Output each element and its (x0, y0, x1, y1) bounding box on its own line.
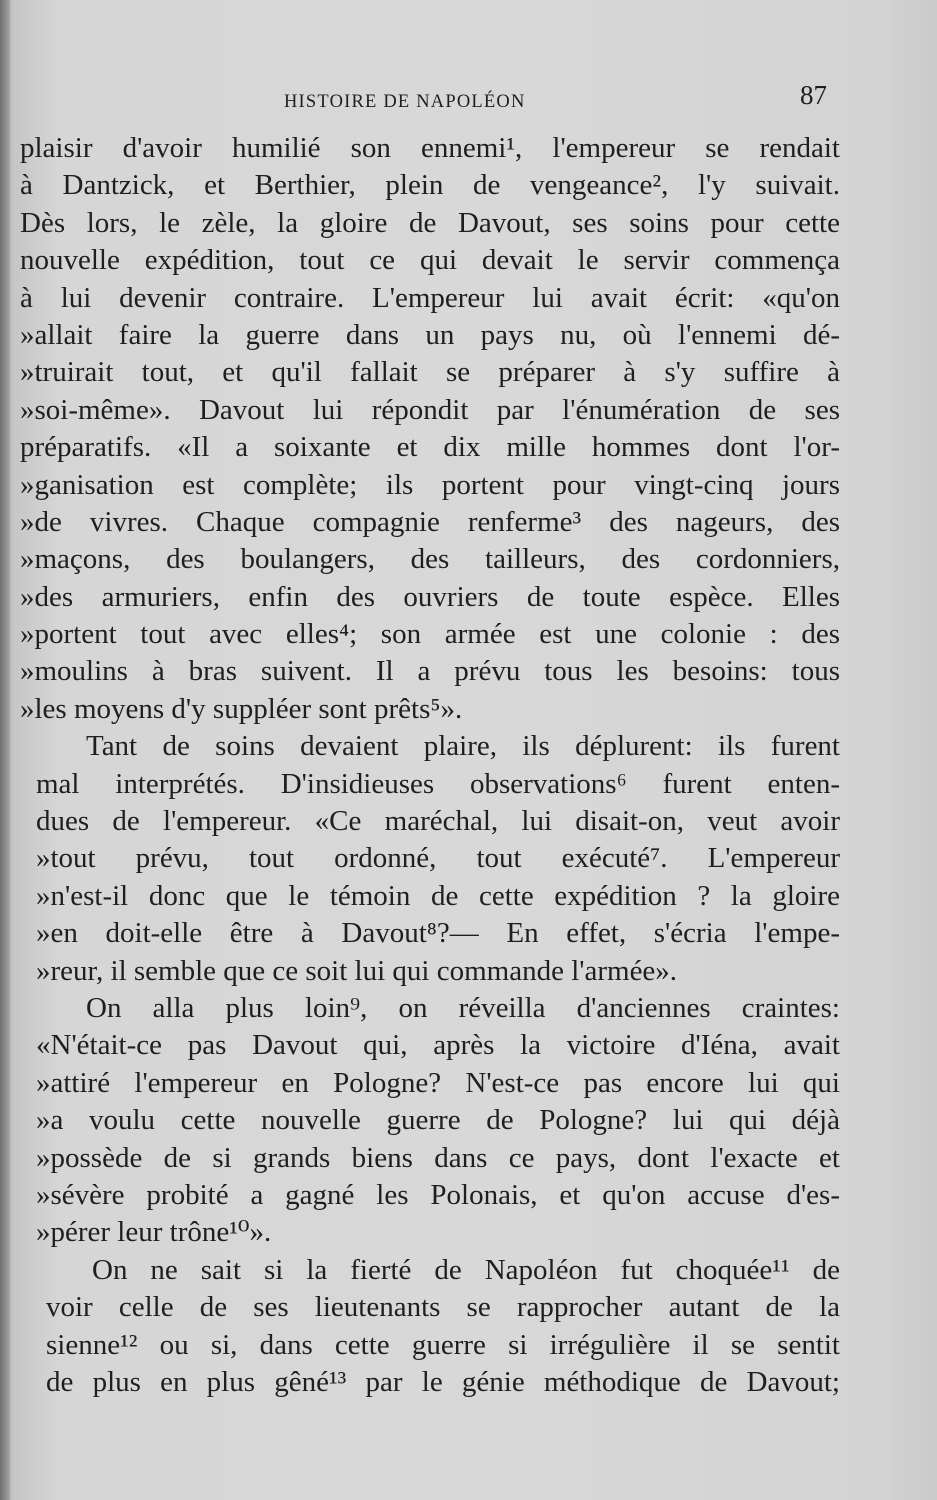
text-line: »de vivres. Chaque compagnie renferme³ des nageurs, des (20, 505, 840, 538)
text-line: »pérer leur trône¹⁰». (36, 1216, 272, 1249)
text-line: »possède de si grands biens dans ce pays, dont l'exacte et (36, 1141, 840, 1174)
text-line: »portent tout avec elles⁴; son armée est une colonie : des (20, 618, 840, 651)
text-line: »ganisation est complète; ils portent pour vingt-cinq jours (20, 468, 840, 501)
text-line: de plus en plus gêné¹³ par le génie méthodique de Davout; (46, 1365, 840, 1398)
text-line: »maçons, des boulangers, des tailleurs, des cordonniers, (20, 543, 840, 576)
paragraph-4 (20, 1252, 840, 1402)
text-line: Dès lors, le zèle, la gloire de Davout, ses soins pour cette (20, 206, 840, 239)
text-line: »n'est-il donc que le témoin de cette expédition ? la gloire (36, 879, 840, 912)
text-line: »a voulu cette nouvelle guerre de Pologne? lui qui déjà (36, 1104, 840, 1137)
paragraph-3 (20, 990, 840, 1252)
text-line: à Dantzick, et Berthier, plein de vengeance², l'y suivait. (20, 169, 840, 202)
page-number: 87 (800, 80, 827, 110)
text-line: »les moyens d'y suppléer sont prêts⁵». (20, 692, 463, 725)
text-line: dues de l'empereur. «Ce maréchal, lui disait-on, veut avoir (36, 805, 840, 838)
text-line: »des armuriers, enfin des ouvriers de toute espèce. Elles (20, 580, 840, 613)
text-line: »moulins à bras suivent. Il a prévu tous les besoins: tous (20, 655, 840, 688)
text-line: voir celle de ses lieutenants se rapprocher autant de la (46, 1291, 840, 1324)
text-line: »reur, il semble que ce soit lui qui commande l'armée». (36, 954, 678, 987)
text-line: à lui devenir contraire. L'empereur lui avait écrit: «qu'on (20, 281, 840, 314)
body-text (20, 130, 840, 1401)
text-line: On ne sait si la fierté de Napoléon fut choquée¹¹ de (92, 1253, 840, 1286)
text-line: nouvelle expédition, tout ce qui devait le servir commença (20, 244, 840, 277)
text-line: mal interprétés. D'insidieuses observations⁶ furent enten- (36, 767, 840, 800)
text-line: sienne¹² ou si, dans cette guerre si irrégulière il se sentit (46, 1328, 840, 1361)
text-line: «N'était-ce pas Davout qui, après la victoire d'Iéna, avait (36, 1029, 840, 1062)
text-line: »truirait tout, et qu'il fallait se préparer à s'y suffire à (20, 356, 840, 389)
text-line: plaisir d'avoir humilié son ennemi¹, l'empereur se rendait (20, 132, 840, 164)
text-line: On alla plus loin⁹, on réveilla d'anciennes craintes: (86, 991, 840, 1024)
text-line: »en doit-elle être à Davout⁸?— En effet, s'écria l'empe- (36, 917, 840, 950)
text-line: Tant de soins devaient plaire, ils déplurent: ils furent (86, 730, 840, 763)
text-line: »soi-même». Davout lui répondit par l'énumération de ses (20, 393, 840, 426)
paragraph-1 (20, 130, 840, 728)
text-line: »tout prévu, tout ordonné, tout exécuté⁷. L'empereur (36, 842, 840, 875)
text-line: »attiré l'empereur en Pologne? N'est-ce pas encore lui qui (36, 1066, 840, 1099)
page-gutter (0, 0, 10, 1500)
text-line: »sévère probité a gagné les Polonais, et qu'on accuse d'es- (36, 1178, 840, 1211)
running-title: HISTOIRE DE NAPOLÉON (284, 92, 526, 112)
text-line: préparatifs. «Il a soixante et dix mille hommes dont l'or- (20, 431, 840, 464)
text-line: »allait faire la guerre dans un pays nu, où l'ennemi dé- (20, 318, 840, 351)
paragraph-2 (20, 728, 840, 990)
